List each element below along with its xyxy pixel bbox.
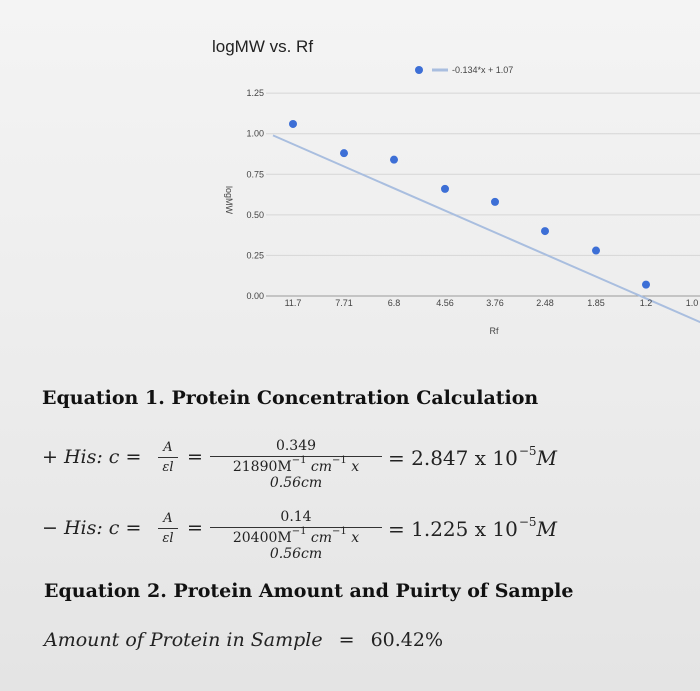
his-plus-numerator: 0.349 xyxy=(275,438,317,454)
his-minus-formula-denominator: εl xyxy=(158,528,178,546)
his-plus-formula-fraction xyxy=(158,440,178,475)
his-minus-prefix: − His: c = xyxy=(42,517,142,539)
his-minus-den-exp1: −1 xyxy=(291,526,307,537)
equation-1-heading: Equation 1. Protein Concentration Calculation xyxy=(42,387,539,409)
x-tick-label: 1.85 xyxy=(587,298,605,308)
protein-amount-value: 60.42% xyxy=(370,629,444,651)
x-tick-label: 4.56 xyxy=(436,298,454,308)
data-point xyxy=(541,227,549,235)
x-tick-label: 1.0 xyxy=(685,298,699,308)
y-tick-label: 0.75 xyxy=(246,169,264,180)
x-tick-label: 2.48 xyxy=(536,298,554,308)
his-minus-numerator: 0.14 xyxy=(280,509,312,525)
x-tick-label: 11.7 xyxy=(284,298,302,308)
his-minus-den-value: 20400M xyxy=(232,530,292,546)
equation-2-heading: Equation 2. Protein Amount and Puirty of Sample xyxy=(44,580,574,602)
x-tick-labels xyxy=(285,298,699,308)
his-plus-equals: = xyxy=(187,446,203,468)
data-points xyxy=(289,120,650,289)
x-tick-label: 7.71 xyxy=(335,298,353,308)
his-plus-value-fraction xyxy=(210,438,382,491)
protein-amount-row xyxy=(44,629,443,651)
data-point xyxy=(491,198,499,206)
his-minus-result-value: = 1.225 x 10 xyxy=(388,517,518,541)
chart-title: logMW vs. Rf xyxy=(212,37,314,56)
data-point xyxy=(441,185,449,193)
his-minus-equals: = xyxy=(187,517,203,539)
y-tick-label: 0.50 xyxy=(246,209,264,220)
x-tick-label: 1.2 xyxy=(639,298,653,308)
his-minus-value-fraction xyxy=(210,509,382,562)
his-plus-den-exp2: −1 xyxy=(332,455,347,466)
y-axis-label: logMW xyxy=(224,185,234,215)
his-minus-result xyxy=(388,517,557,541)
data-point xyxy=(592,247,600,255)
legend-trendline-label: -0.134*x + 1.07 xyxy=(452,65,514,75)
data-point xyxy=(390,156,398,164)
his-plus-result-value: = 2.847 x 10 xyxy=(388,446,518,470)
his-plus-den-unit: cm xyxy=(310,459,333,475)
his-plus-denominator xyxy=(210,456,382,491)
chart-grid xyxy=(266,93,700,296)
legend xyxy=(415,65,513,75)
his-plus-formula-numerator: A xyxy=(163,440,173,455)
his-plus-den-rest: x 0.56cm xyxy=(269,459,360,491)
his-plus-formula-denominator: εl xyxy=(158,457,178,475)
his-minus-denominator xyxy=(210,527,382,562)
his-minus-result-unit: M xyxy=(536,517,558,541)
x-axis-label: Rf xyxy=(489,326,499,336)
y-tick-labels xyxy=(246,88,264,301)
y-tick-label: 0.25 xyxy=(246,250,264,261)
his-plus-result-exp: −5 xyxy=(518,444,537,458)
protein-amount-equals: = xyxy=(338,629,355,651)
y-tick-label: 1.25 xyxy=(246,88,264,99)
data-point xyxy=(642,281,650,289)
his-plus-prefix: + His: c = xyxy=(42,446,142,468)
his-minus-den-unit: cm xyxy=(310,530,333,546)
his-plus-result-unit: M xyxy=(536,446,558,470)
his-minus-den-exp2: −1 xyxy=(332,526,347,537)
x-tick-label: 3.76 xyxy=(486,298,504,308)
his-minus-den-rest: x 0.56cm xyxy=(269,530,360,562)
his-plus-den-value: 21890M xyxy=(232,459,292,475)
his-minus-result-exp: −5 xyxy=(518,515,537,529)
data-point xyxy=(340,149,348,157)
his-minus-formula-fraction xyxy=(158,511,178,546)
legend-point-marker xyxy=(415,66,423,74)
his-plus-den-exp1: −1 xyxy=(291,455,307,466)
data-point xyxy=(289,120,297,128)
his-minus-formula-numerator: A xyxy=(163,511,173,526)
y-tick-label: 1.00 xyxy=(246,128,264,139)
protein-amount-label: Amount of Protein in Sample xyxy=(44,629,323,651)
his-plus-result xyxy=(388,446,557,470)
y-tick-label: 0.00 xyxy=(246,291,264,301)
x-tick-label: 6.8 xyxy=(387,298,401,308)
